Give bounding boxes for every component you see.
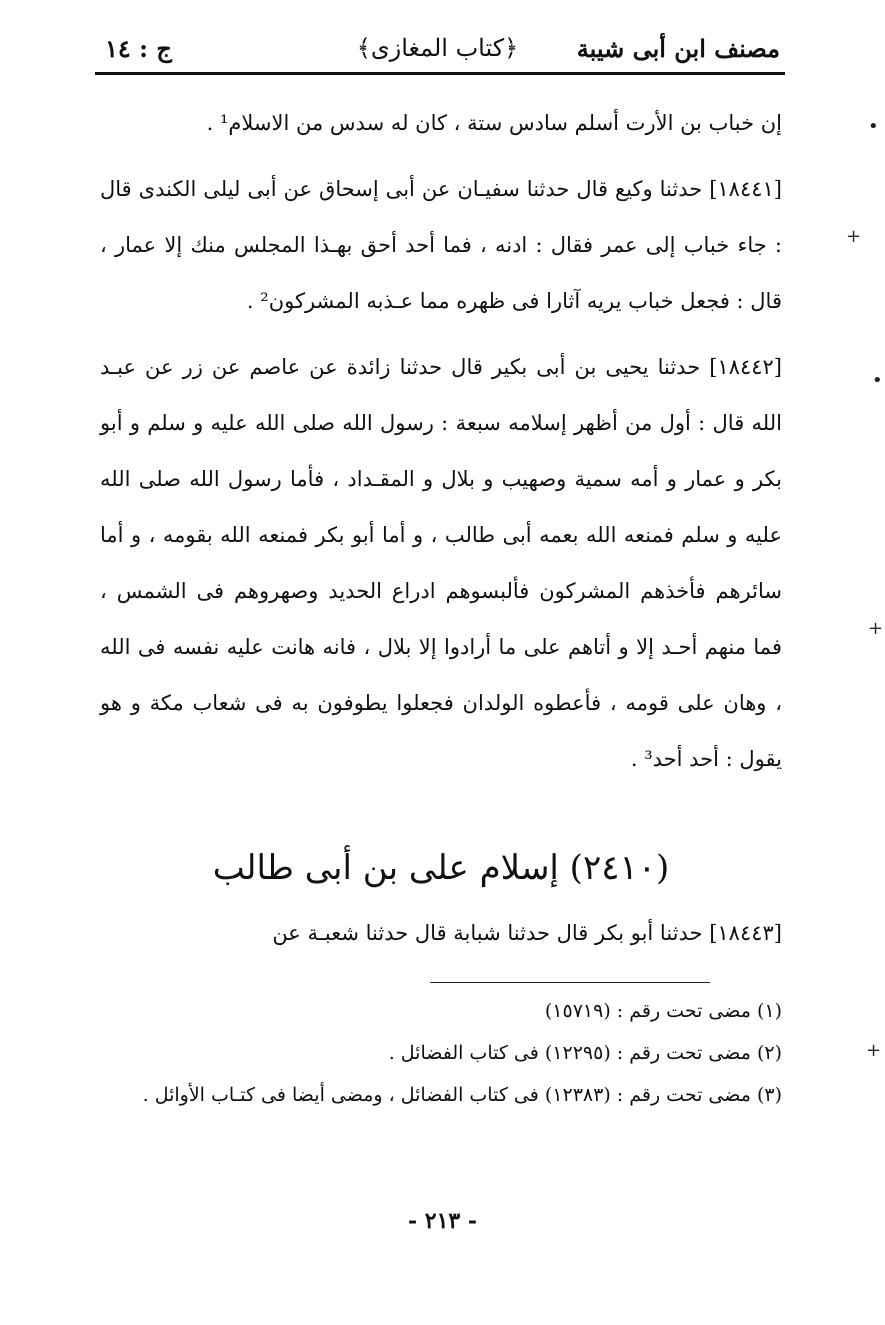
footnote: (٣) مضى تحت رقم : (١٢٣٨٣) فى كتاب الفضائل ، ومضى أيضا فى كتـاب الأوائل . — [142, 1084, 782, 1106]
main-text-continued — [100, 905, 782, 961]
paragraph: [١٨٤٤١] حدثنا وكيع قال حدثنا سفيـان عن أبى إسحاق عن أبى ليلى الكندى قال : جاء خباب إلى عمر فقال : ادنه ، فما أحد أحق بهـذا المجلس منك إلا عمار ، قال : فجعل خباب يريه آثارا فى ظهره مما عـذبه المشركون² . — [100, 177, 782, 313]
paragraph: [١٨٤٤٣] حدثنا أبو بكر قال حدثنا شبابة قال حدثنا شعبـة عن — [272, 921, 782, 945]
chapter-heading: (٢٤١٠) إسلام على بن أبى طالب — [212, 848, 670, 888]
book-title: مصنف ابن أبى شيبة — [576, 34, 780, 63]
footnote-separator — [430, 982, 710, 983]
paragraph: إن خباب بن الأرت أسلم سادس ستة ، كان له سدس من الاسلام¹ . — [206, 111, 782, 135]
running-header — [95, 30, 780, 74]
volume-number: ج : ١٤ — [105, 34, 172, 63]
footnotes — [100, 990, 782, 1116]
margin-cross-mark: + — [866, 1040, 882, 1061]
chapter-title: ﴿كتاب المغازى﴾ — [356, 34, 519, 62]
main-text — [100, 95, 782, 787]
header-rule — [95, 72, 785, 75]
margin-cross-mark: + — [868, 618, 884, 639]
margin-cross-mark: + — [846, 226, 862, 247]
footnote: (١) مضى تحت رقم : (١٥٧١٩) — [544, 1000, 782, 1022]
margin-dot-mark: • — [868, 116, 879, 137]
paragraph: [١٨٤٤٢] حدثنا يحيى بن أبى بكير قال حدثنا زائدة عن عاصم عن زر عن عبـد الله قال : أول من أظهر إسلامه سبعة : رسول الله صلى الله عليه و سلم و أبو بكر و عمار و أمه سمية وصهيب و بلال و المقـداد ، فأما رسول الله صلى الله عليه و سلم فمنعه الله بعمه أبى طالب ، و أما أبو بكر فمنعه الله بقومه ، و أما سائرهم فأخذهم المشركون فألبسوهم ادراع الحديد وصهروهم فى الشمس ، فما منهم أحـد إلا و أتاهم على ما أرادوا إلا بلال ، فانه هانت عليه نفسه فى الله ، وهان على قومه ، فأعطوه الولدان فجعلوا يطوفون به فى شعاب مكة و هو يقول : أحد أحد³ . — [100, 355, 782, 771]
footnote: (٢) مضى تحت رقم : (١٢٢٩٥) فى كتاب الفضائل . — [388, 1042, 782, 1064]
margin-dot-mark: • — [872, 370, 883, 391]
page-number: - ٢١٣ - — [407, 1208, 478, 1234]
